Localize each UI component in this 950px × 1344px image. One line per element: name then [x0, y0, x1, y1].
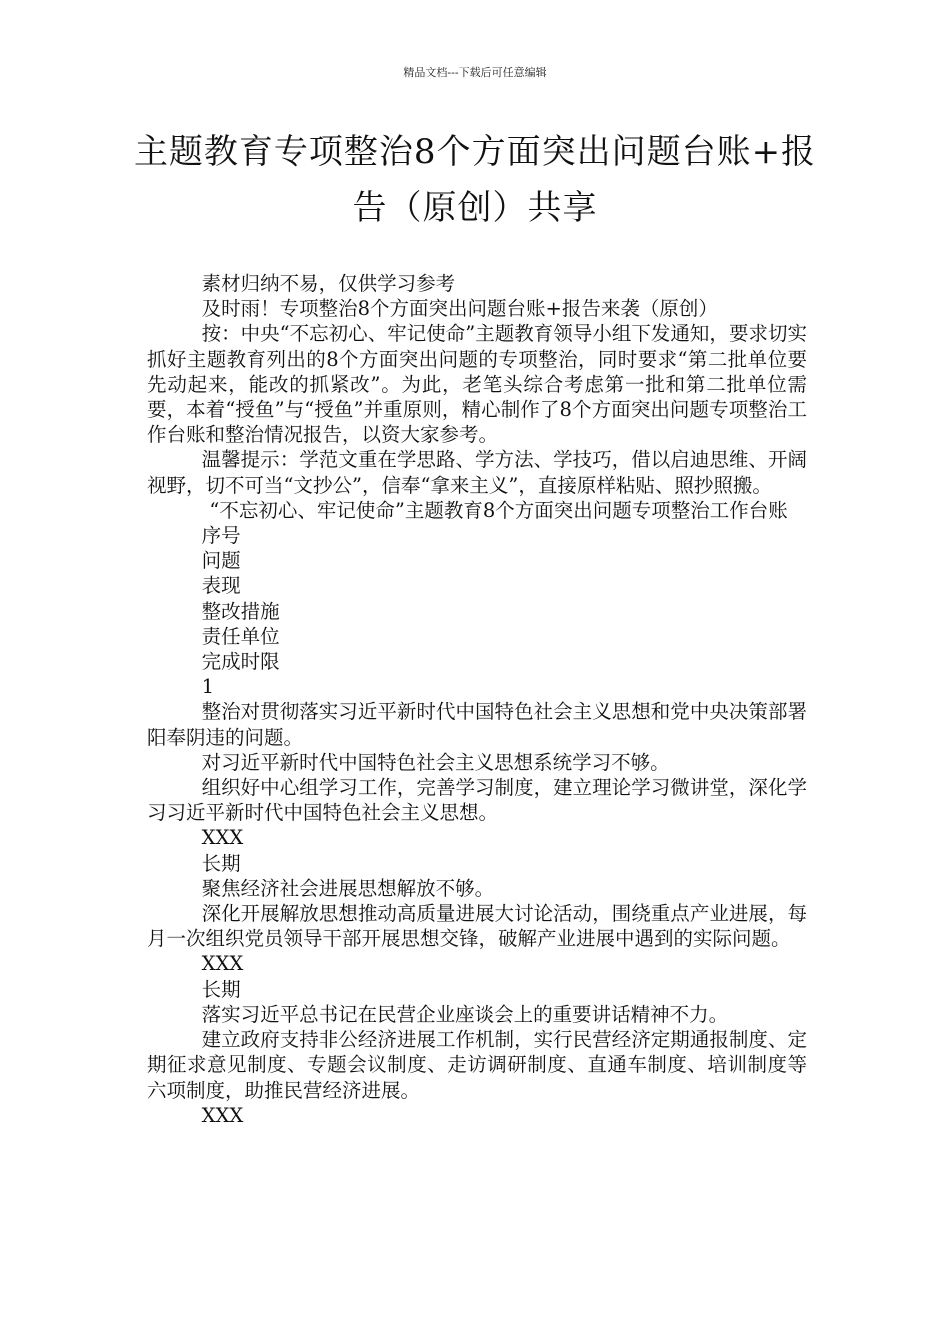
- paragraph: 素材归纳不易，仅供学习参考: [201, 272, 456, 295]
- paragraph: XXX: [201, 1103, 244, 1127]
- document-title: 主题教育专项整治8个方面突出问题台账+报告（原创）共享: [133, 132, 817, 228]
- document-body: [147, 271, 807, 1128]
- paragraph: 温馨提示：学范文重在学思路、学方法、学技巧，借以启迪思维、开阔视野，切不可当“文抄公”，信奉“拿来主义”，直接原样粘贴、照抄照搬。: [147, 448, 807, 497]
- paragraph: 问题: [201, 549, 241, 573]
- paragraph: 序号: [201, 524, 241, 548]
- paragraph: 长期: [201, 851, 241, 875]
- paragraph: 落实习近平总书记在民营企业座谈会上的重要讲话精神不力。: [201, 1002, 729, 1026]
- paragraph: 对习近平新时代中国特色社会主义思想系统学习不够。: [201, 750, 670, 774]
- header-note: 精品文档---下载后可任意编辑: [403, 66, 547, 79]
- paragraph: 按：中央“不忘初心、牢记使命”主题教育领导小组下发通知，要求切实抓好主题教育列出的8个方面突出问题的专项整治，同时要求“第二批单位要先动起来，能改的抓紧改”。为此，老笔头综合考虑第一批和第二批单位需要，本着“授鱼”与“授鱼”并重原则，精心制作了8个方面突出问题专项整治工作台账和整治情况报告，以资大家参考。: [147, 322, 807, 447]
- paragraph: “不忘初心、牢记使命”主题教育8个方面突出问题专项整治工作台账: [209, 498, 788, 522]
- paragraph: 聚焦经济社会进展思想解放不够。: [201, 876, 495, 900]
- paragraph: 完成时限: [201, 650, 280, 674]
- paragraph: 及时雨！专项整治8个方面突出问题台账+报告来袭（原创）: [201, 297, 718, 321]
- paragraph: 组织好中心组学习工作，完善学习制度，建立理论学习微讲堂，深化学习习近平新时代中国特色社会主义思想。: [147, 776, 807, 825]
- paragraph: 整改措施: [201, 599, 280, 623]
- paragraph: 表现: [201, 574, 241, 598]
- paragraph: 整治对贯彻落实习近平新时代中国特色社会主义思想和党中央决策部署阳奉阴违的问题。: [147, 700, 807, 749]
- paragraph: 长期: [201, 977, 241, 1001]
- paragraph: XXX: [201, 826, 244, 850]
- paragraph: 深化开展解放思想推动高质量进展大讨论活动，围绕重点产业进展，每月一次组织党员领导干部开展思想交锋，破解产业进展中遇到的实际问题。: [147, 902, 807, 951]
- paragraph: 责任单位: [201, 624, 280, 648]
- paragraph: 1: [201, 675, 215, 699]
- paragraph: XXX: [201, 952, 244, 976]
- paragraph: 建立政府支持非公经济进展工作机制，实行民营经济定期通报制度、定期征求意见制度、专题会议制度、走访调研制度、直通车制度、培训制度等六项制度，助推民营经济进展。: [147, 1028, 807, 1102]
